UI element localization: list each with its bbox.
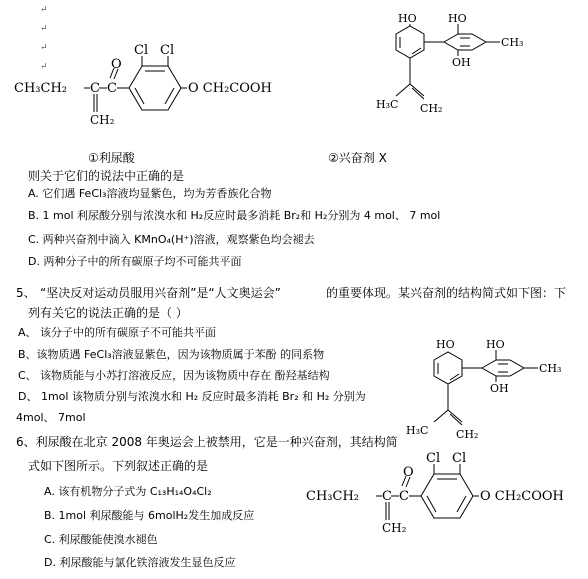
carbon-label: C bbox=[90, 81, 100, 96]
caption-stimulant-x: ②兴奋剂 X bbox=[328, 151, 387, 165]
q5-stem-part2: 的重要体现。某兴奋剂的结构简式如下图：下 bbox=[326, 286, 567, 300]
q6-option-b: B. 1mol 利尿酸能与 6molH₂发生加成反应 bbox=[44, 509, 255, 522]
cl-label: Cl bbox=[452, 451, 467, 466]
paragraph-mark: ↵ bbox=[40, 43, 48, 53]
ch2-label: CH₂ bbox=[456, 428, 479, 441]
structure-stimulant-x-q5 bbox=[398, 330, 578, 454]
oxygen-label: O bbox=[403, 465, 414, 480]
paragraph-mark: ↵ bbox=[40, 62, 48, 72]
q5-option-c: C、 该物质能与小苏打溶液反应，因为该物质中存在 酚羟基结构 bbox=[18, 369, 330, 382]
q4-option-c: C. 两种兴奋剂中滴入 KMnO₄(H⁺)溶液，观察紫色均会褪去 bbox=[28, 233, 315, 246]
cl-label: Cl bbox=[160, 43, 175, 58]
oh-label: HO bbox=[448, 12, 467, 25]
carbon-label: C bbox=[107, 81, 117, 96]
q4-option-b: B. 1 mol 利尿酸分别与浓溴水和 H₂反应时最多消耗 Br₂和 H₂分别为 4 mol、 7 mol bbox=[28, 209, 441, 222]
structure-etacrynic-acid-q6 bbox=[306, 448, 586, 548]
paragraph-mark: ↵ bbox=[40, 5, 48, 15]
carbon-label: C bbox=[382, 489, 392, 504]
oh-label: HO bbox=[398, 12, 417, 25]
q5-stem-part1: “坚决反对运动员服用兴奋剂”是“人文奥运会” bbox=[40, 286, 281, 300]
q5-option-d: D、 1mol 该物质分别与浓溴水和 H₂ 反应时最多消耗 Br₂ 和 H₂ 分别为 bbox=[18, 390, 366, 403]
q6-option-d: D. 利尿酸能与氯化铁溶液发生显色反应 bbox=[44, 556, 236, 569]
q4-stem: 则关于它们的说法中正确的是 bbox=[28, 169, 185, 183]
q6-option-c: C. 利尿酸能使溴水褪色 bbox=[44, 533, 158, 546]
chain-left-label: CH₃CH₂ bbox=[306, 489, 359, 504]
oh-label: HO bbox=[436, 338, 455, 351]
q4-option-d: D. 两种分子中的所有碳原子均不可能共平面 bbox=[28, 255, 242, 268]
carbon-label: C bbox=[399, 489, 409, 504]
cl-label: Cl bbox=[134, 43, 149, 58]
q6-option-a: A. 该有机物分子式为 C₁₃H₁₄O₄Cl₂ bbox=[44, 485, 212, 498]
oxygen-label: O bbox=[111, 57, 122, 72]
side-chain-label: O CH₂COOH bbox=[188, 81, 272, 96]
q5-option-b: B、该物质遇 FeCl₃溶液显紫色，因为该物质属于苯酚 的同系物 bbox=[18, 348, 325, 361]
methyl-label: CH₃ bbox=[539, 362, 562, 375]
q5-stem-part3: 列有关它的说法正确的是（ ） bbox=[28, 306, 188, 320]
q5-option-d-continued: 4mol、 7mol bbox=[16, 411, 86, 424]
q6-stem-line1: 6、利尿酸在北京 2008 年奥运会上被禁用，它是一种兴奋剂，其结构简 bbox=[16, 435, 398, 449]
structure-etacrynic-acid-top bbox=[14, 40, 294, 140]
chain-left-label: CH₃CH₂ bbox=[14, 81, 67, 96]
q4-option-a: A. 它们遇 FeCl₃溶液均显紫色，均为芳香族化合物 bbox=[28, 187, 272, 200]
oh-label: OH bbox=[452, 56, 471, 69]
ch2-label: CH₂ bbox=[382, 521, 407, 535]
oh-label: OH bbox=[490, 382, 509, 395]
h3c-label: H₃C bbox=[406, 424, 429, 437]
oh-label: HO bbox=[486, 338, 505, 351]
side-chain-label: O CH₂COOH bbox=[480, 489, 564, 504]
ch2-label: CH₂ bbox=[420, 102, 443, 115]
methyl-label: CH₃ bbox=[501, 36, 524, 49]
q5-number: 5、 bbox=[16, 286, 36, 300]
h3c-label: H₃C bbox=[376, 98, 399, 111]
cl-label: Cl bbox=[426, 451, 441, 466]
caption-etacrynic-acid: ①利尿酸 bbox=[88, 151, 135, 165]
ch2-label: CH₂ bbox=[90, 113, 115, 127]
q5-option-a: A、 该分子中的所有碳原子不可能共平面 bbox=[18, 326, 217, 339]
q6-stem-line2: 式如下图所示。下列叙述正确的是 bbox=[28, 459, 209, 473]
paragraph-mark: ↵ bbox=[40, 24, 48, 34]
structure-stimulant-x-top bbox=[360, 4, 540, 128]
